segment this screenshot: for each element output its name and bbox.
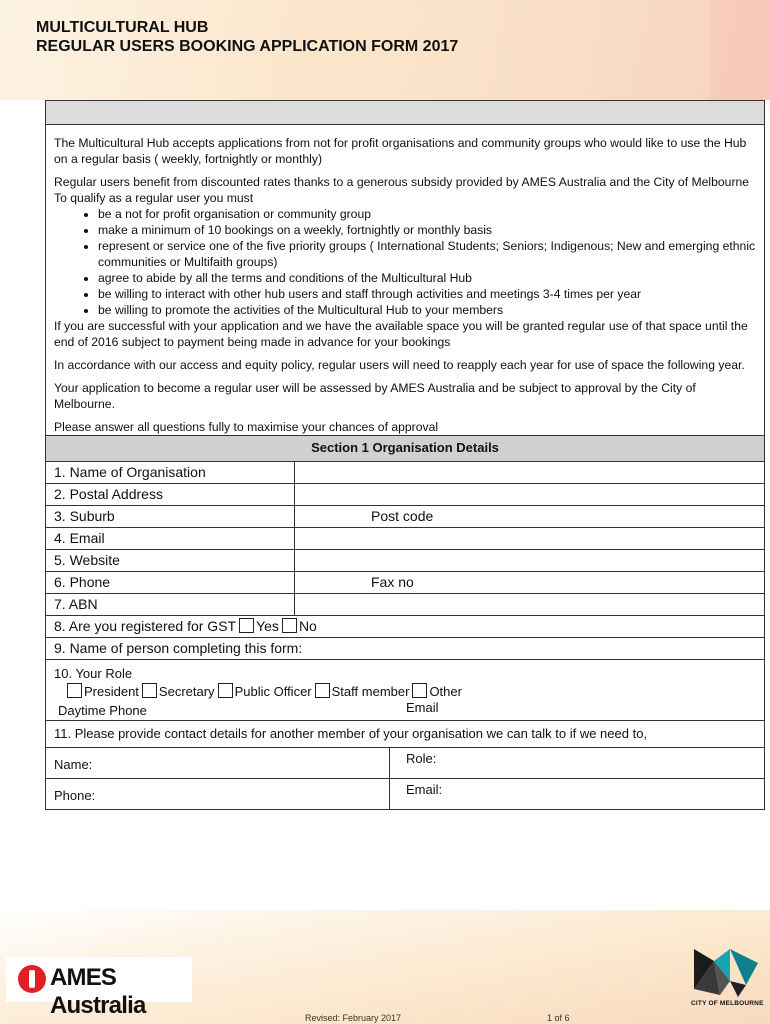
- suburb-row[interactable]: [46, 506, 764, 528]
- form-frame: [45, 100, 765, 810]
- gst-row: [46, 616, 764, 638]
- intro-paragraph-4: In accordance with our access and equity policy, regular users will need to reapply each year for use of space the following year.: [54, 358, 745, 372]
- gst-no-label: No: [298, 618, 317, 634]
- gst-question: [54, 616, 317, 637]
- staff-member-checkbox[interactable]: [315, 683, 330, 698]
- list-item: • be a not for profit organisation or community group: [98, 206, 756, 222]
- intro-paragraph-1: The Multicultural Hub accepts applications from not for profit organisations and community groups who would like to use the Hub on a regular basis ( weekly, fortnightly or monthly): [54, 136, 747, 166]
- divider: [294, 484, 295, 505]
- intro-paragraph-2: Regular users benefit from discounted rates thanks to a generous subsidy provided by AMES Australia and the City of Melbourne: [54, 175, 750, 189]
- form-title: [36, 18, 458, 56]
- ames-australia-logo: [6, 957, 192, 1019]
- person-completing-row[interactable]: [46, 638, 764, 660]
- list-item: • represent or service one of the five priority groups ( International Students; Seniors; Indigenous; New and emerging ethnic communities or Multifaith groups): [98, 238, 756, 270]
- divider: [294, 462, 295, 483]
- president-label: President: [84, 684, 139, 699]
- website-row[interactable]: [46, 550, 764, 572]
- intro-paragraph-6: Please answer all questions fully to maximise your chances of approval: [54, 420, 439, 434]
- postcode-label: Post code: [371, 508, 434, 524]
- role-row: [46, 660, 764, 721]
- abn-row[interactable]: [46, 594, 764, 616]
- ames-mark-icon: [18, 965, 46, 993]
- contact-phone-label: Phone:: [54, 788, 96, 803]
- abn-label: 7. ABN: [54, 596, 98, 612]
- city-of-melbourne-text: CITY OF MELBOURNE: [691, 1000, 764, 1007]
- header-accent: [710, 0, 770, 100]
- title-line-1: MULTICULTURAL HUB: [36, 19, 209, 36]
- fax-label: Fax no: [371, 574, 414, 590]
- divider: [294, 550, 295, 571]
- contact-role-label: Role:: [406, 751, 437, 766]
- org-name-label: 1. Name of Organisation: [54, 464, 206, 480]
- contact-name-label: Name:: [54, 757, 93, 772]
- secretary-checkbox[interactable]: [142, 683, 157, 698]
- list-item: • agree to abide by all the terms and conditions of the Multicultural Hub: [98, 270, 756, 286]
- contact-question: 11. Please provide contact details for another member of your organisation we can talk to if we need to,: [46, 721, 764, 748]
- other-checkbox[interactable]: [412, 683, 427, 698]
- title-line-2: REGULAR USERS BOOKING APPLICATION FORM 2017: [36, 38, 459, 55]
- gst-yes-label: Yes: [256, 618, 279, 634]
- role-email-label: Email: [406, 700, 439, 715]
- revised-date: Revised: February 2017: [305, 1013, 402, 1023]
- list-item: • be willing to promote the activities of the Multicultural Hub to your members: [98, 302, 756, 318]
- intro-paragraph-5: Your application to become a regular user will be assessed by AMES Australia and be subject to approval by the City of Melbourne.: [54, 381, 696, 411]
- daytime-phone-label: Daytime Phone: [58, 703, 147, 718]
- postal-address-row[interactable]: [46, 484, 764, 506]
- divider: [389, 779, 390, 809]
- contact-email-label: Email:: [406, 782, 443, 797]
- divider: [389, 748, 390, 778]
- person-completing-label: 9. Name of person completing this form:: [54, 640, 303, 656]
- suburb-label: 3. Suburb: [54, 508, 115, 524]
- website-label: 5. Website: [54, 552, 120, 568]
- phone-row[interactable]: [46, 572, 764, 594]
- gst-no-checkbox[interactable]: [282, 618, 297, 633]
- email-label: 4. Email: [54, 530, 105, 546]
- phone-label: 6. Phone: [54, 574, 111, 590]
- intro-paragraph-3: If you are successful with your application and we have the available space you will be granted regular use of that space until the end of 2016 subject to payment being made in advance for your bookings: [54, 319, 748, 349]
- contact-phone-row[interactable]: [46, 779, 764, 809]
- qualify-list: [54, 206, 756, 318]
- gst-label: 8. Are you registered for GST: [54, 618, 237, 634]
- secretary-label: Secretary: [158, 684, 215, 699]
- role-options: [64, 683, 462, 699]
- public-officer-label: Public Officer: [234, 684, 312, 699]
- section-1-heading: Section 1 Organisation Details: [46, 435, 764, 462]
- gst-yes-checkbox[interactable]: [239, 618, 254, 633]
- staff-member-label: Staff member: [331, 684, 410, 699]
- president-checkbox[interactable]: [67, 683, 82, 698]
- email-row[interactable]: [46, 528, 764, 550]
- ames-logo-text: AMES Australia: [50, 964, 146, 1019]
- divider: [294, 528, 295, 549]
- divider: [294, 594, 295, 615]
- org-name-row[interactable]: [46, 462, 764, 484]
- postal-address-label: 2. Postal Address: [54, 486, 163, 502]
- public-officer-checkbox[interactable]: [218, 683, 233, 698]
- frame-header-bar: [46, 101, 764, 125]
- intro-text: [46, 125, 764, 435]
- contact-name-row[interactable]: [46, 748, 764, 779]
- list-item: • be willing to interact with other hub users and staff through activities and meetings 3-4 times per year: [98, 286, 756, 302]
- page-number: 1 of 6: [547, 1013, 570, 1023]
- list-item: • make a minimum of 10 bookings on a weekly, fortnightly or monthly basis: [98, 222, 756, 238]
- role-label: 10. Your Role: [54, 666, 133, 681]
- divider: [294, 506, 295, 527]
- other-label: Other: [429, 684, 462, 699]
- divider: [294, 572, 295, 593]
- qualify-text: To qualify as a regular user you must: [54, 191, 254, 205]
